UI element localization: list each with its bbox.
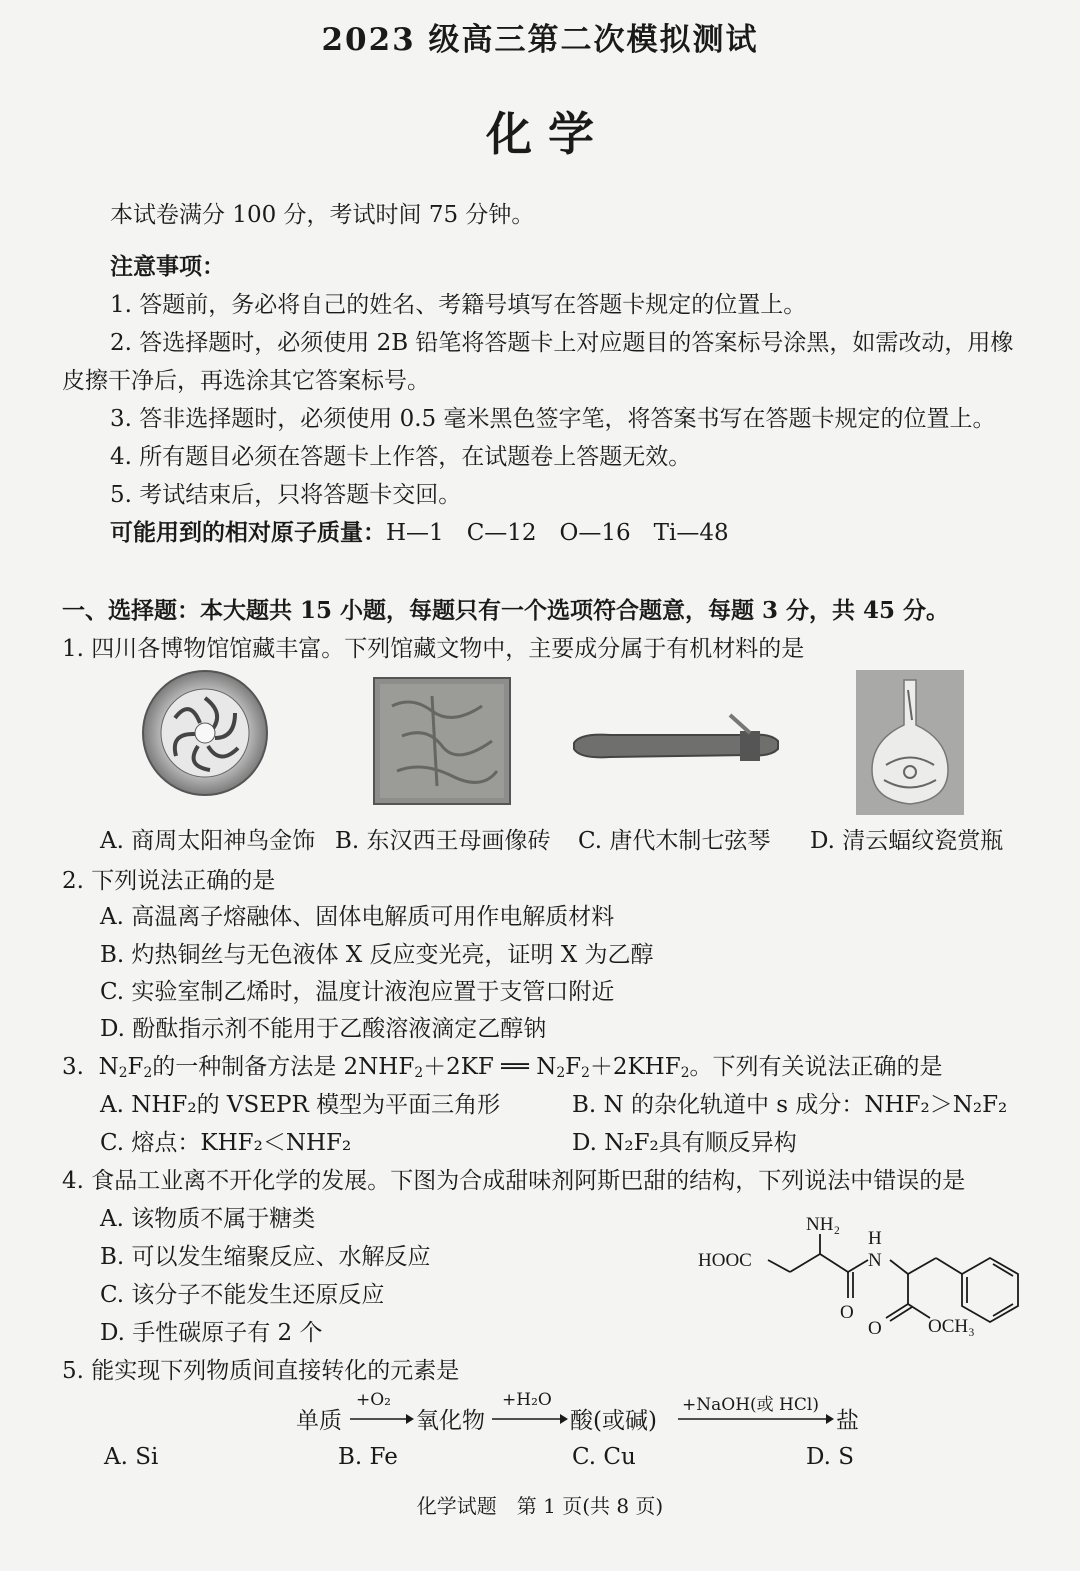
note-item: 皮擦干净后，再选涂其它答案标号。 bbox=[62, 368, 430, 394]
exam-title: 2023 级高三第二次模拟测试 bbox=[321, 22, 759, 58]
question-4-option-b: B. 可以发生缩聚反应、水解反应 bbox=[100, 1244, 431, 1270]
structure-label-h: H bbox=[868, 1228, 882, 1249]
arrow-icon bbox=[676, 1412, 834, 1426]
note-item: 4. 所有题目必须在答题卡上作答，在试题卷上答题无效。 bbox=[110, 444, 692, 470]
note-item: 3. 答非选择题时，必须使用 0.5 毫米黑色签字笔，将答案书写在答题卡规定的位置上。 bbox=[110, 406, 996, 432]
formula-part: N bbox=[98, 1054, 119, 1080]
question-1-option-c: C. 唐代木制七弦琴 bbox=[578, 828, 771, 854]
question-3-option-d: D. N₂F₂具有顺反异构 bbox=[572, 1130, 797, 1156]
question-2-option-b: B. 灼热铜丝与无色液体 X 反应变光亮，证明 X 为乙醇 bbox=[100, 942, 654, 968]
question-1-stem: 1. 四川各博物馆馆藏丰富。下列馆藏文物中，主要成分属于有机材料的是 bbox=[62, 636, 805, 662]
formula-part: 的一种制备方法是 2NHF bbox=[152, 1054, 415, 1080]
chain-element: 单质 bbox=[296, 1408, 342, 1434]
question-4-option-d: D. 手性碳原子有 2 个 bbox=[100, 1320, 323, 1346]
question-1-option-d: D. 清云蝠纹瓷赏瓶 bbox=[810, 828, 1004, 854]
question-5-option-b: B. Fe bbox=[338, 1444, 398, 1470]
atomic-masses bbox=[110, 518, 729, 548]
arrow-icon bbox=[348, 1412, 414, 1426]
question-5-option-d: D. S bbox=[806, 1444, 854, 1470]
question-4-option-c: C. 该分子不能发生还原反应 bbox=[100, 1282, 385, 1308]
structure-label-ester-o: O bbox=[868, 1318, 882, 1339]
formula-part: ＋2KF ══ N bbox=[423, 1054, 557, 1080]
exam-intro: 本试卷满分 100 分，考试时间 75 分钟。 bbox=[110, 202, 535, 228]
formula-part: ＋2KHF bbox=[589, 1054, 681, 1080]
question-2-option-d: D. 酚酞指示剂不能用于乙酸溶液滴定乙醇钠 bbox=[100, 1016, 547, 1042]
structure-label-hooc: HOOC bbox=[698, 1250, 752, 1271]
question-5-option-c: C. Cu bbox=[572, 1444, 636, 1470]
arrow-label-naoh-hcl: +NaOH(或 HCl) bbox=[682, 1395, 819, 1415]
question-3-option-b: B. N 的杂化轨道中 s 成分：NHF₂＞N₂F₂ bbox=[572, 1092, 1008, 1118]
notes-heading: 注意事项： bbox=[110, 253, 225, 280]
structure-label-carbonyl-o: O bbox=[840, 1302, 854, 1323]
atomic-masses-label: 可能用到的相对原子质量： bbox=[110, 519, 386, 546]
brick-relief-image bbox=[372, 676, 512, 806]
question-2-option-c: C. 实验室制乙烯时，温度计液泡应置于支管口附近 bbox=[100, 979, 615, 1005]
question-3-option-c: C. 熔点：KHF₂＜NHF₂ bbox=[100, 1130, 352, 1156]
question-3-number: 3. bbox=[62, 1054, 84, 1080]
question-5-option-a: A. Si bbox=[104, 1444, 159, 1470]
question-5-stem: 5. 能实现下列物质间直接转化的元素是 bbox=[62, 1358, 460, 1384]
arrow-label-h2o: +H₂O bbox=[502, 1390, 552, 1410]
question-1-option-a: A. 商周太阳神鸟金饰 bbox=[100, 828, 316, 854]
arrow-icon bbox=[490, 1412, 568, 1426]
chain-salt: 盐 bbox=[836, 1408, 859, 1434]
note-item: 2. 答选择题时，必须使用 2B 铅笔将答题卡上对应题目的答案标号涂黑，如需改动，用橡 bbox=[110, 330, 1014, 356]
question-3-stem: 3. $N_2F_2$的一种制备方法是 $2NHF_2+2KF$ ══ $N_2F_2+2KHF_2$。下列有关说法正确的是 bbox=[62, 1054, 943, 1081]
question-3-option-a: A. NHF₂的 VSEPR 模型为平面三角形 bbox=[100, 1092, 501, 1118]
chain-acid-base: 酸(或碱) bbox=[570, 1408, 657, 1434]
question-2-option-a: A. 高温离子熔融体、固体电解质可用作电解质材料 bbox=[100, 904, 615, 930]
page-footer: 化学试题 第 1 页(共 8 页) bbox=[416, 1494, 664, 1518]
section-heading: 一、选择题：本大题共 15 小题，每题只有一个选项符合题意，每题 3 分，共 45 分。 bbox=[62, 597, 950, 624]
question-4-option-a: A. 该物质不属于糖类 bbox=[100, 1206, 316, 1232]
note-item: 1. 答题前，务必将自己的姓名、考籍号填写在答题卡规定的位置上。 bbox=[110, 292, 807, 318]
structure-label-n: N bbox=[868, 1250, 882, 1271]
wooden-guqin-image bbox=[570, 705, 785, 775]
question-4-stem: 4. 食品工业离不开化学的发展。下图为合成甜味剂阿斯巴甜的结构，下列说法中错误的是 bbox=[62, 1168, 966, 1194]
atomic-masses-values: H—1 C—12 O—16 Ti—48 bbox=[386, 520, 729, 546]
note-item: 5. 考试结束后，只将答题卡交回。 bbox=[110, 482, 462, 508]
structure-label-nh2: NH₂ bbox=[806, 1214, 841, 1235]
chain-oxide: 氧化物 bbox=[416, 1408, 485, 1434]
question-2-stem: 2. 下列说法正确的是 bbox=[62, 868, 276, 894]
structure-label-och3: OCH₃ bbox=[928, 1316, 975, 1337]
gold-sun-bird-image bbox=[140, 668, 270, 798]
formula-part: F bbox=[127, 1054, 144, 1080]
arrow-label-o2: +O₂ bbox=[356, 1390, 391, 1410]
aspartame-structure-diagram bbox=[690, 1206, 1040, 1346]
porcelain-vase-image bbox=[856, 670, 964, 815]
subject-title: 化 学 bbox=[485, 107, 594, 161]
question-1-option-b: B. 东汉西王母画像砖 bbox=[335, 828, 551, 854]
formula-part: 。下列有关说法正确的是 bbox=[689, 1054, 943, 1080]
